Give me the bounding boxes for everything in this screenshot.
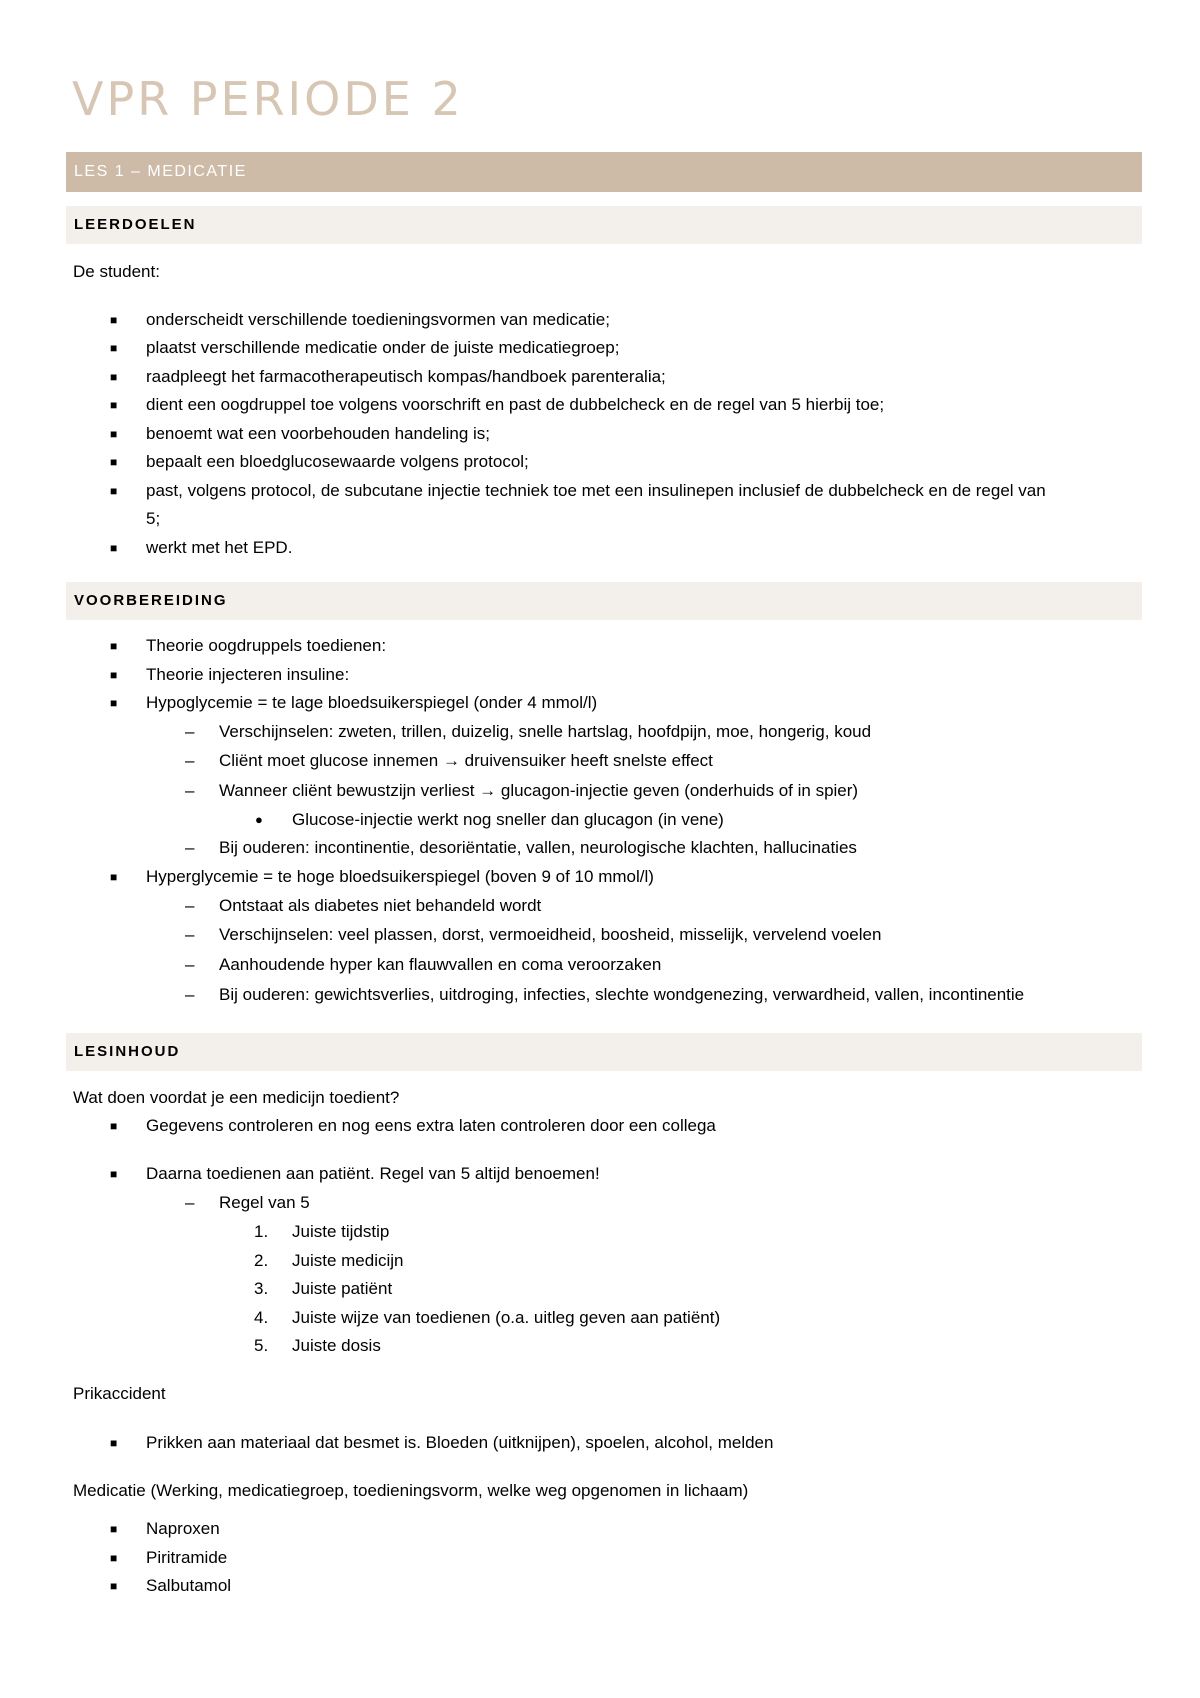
list-item: Juiste tijdstip <box>292 1222 390 1241</box>
bullet-dash-icon: – <box>185 838 195 857</box>
bullet-dash-icon: – <box>185 955 195 974</box>
bullet-square-icon: ■ <box>110 427 118 441</box>
bullet-square-icon: ■ <box>110 639 118 653</box>
bullet-square-icon: ■ <box>110 370 118 384</box>
list-item: Prikken aan materiaal dat besmet is. Bloeden (uitknijpen), spoelen, alcohol, melden <box>146 1433 774 1452</box>
lesson-header: LES 1 – MEDICATIE <box>66 152 1142 192</box>
list-item: Juiste medicijn <box>292 1251 404 1270</box>
list-item: Ontstaat als diabetes niet behandeld wordt <box>219 896 542 915</box>
list-item: Cliënt moet glucose innemen → druivensuiker heeft snelste effect <box>219 751 713 770</box>
list-item: dient een oogdruppel toe volgens voorschrift en past de dubbelcheck en de regel van 5 hierbij toe; <box>146 395 885 414</box>
list-item: Glucose-injectie werkt nog sneller dan glucagon (in vene) <box>292 810 724 829</box>
bullet-dot-icon: ● <box>255 812 263 827</box>
bullet-square-icon: ■ <box>110 696 118 710</box>
bullet-square-icon: ■ <box>110 1522 118 1536</box>
list-number: 5. <box>254 1336 269 1355</box>
bullet-dash-icon: – <box>185 751 195 770</box>
bullet-dash-icon: – <box>185 925 195 944</box>
list-item: Hypoglycemie = te lage bloedsuikerspiegel (onder 4 mmol/l) <box>146 693 598 712</box>
list-item: Juiste patiënt <box>292 1279 393 1298</box>
bullet-square-icon: ■ <box>110 313 118 327</box>
bullet-square-icon: ■ <box>110 1119 118 1133</box>
list-item: Bij ouderen: gewichtsverlies, uitdroging, infecties, slechte wondgenezing, verwardheid, vallen, incontinentie <box>219 985 1025 1004</box>
section-heading-voorbereiding: VOORBEREIDING <box>66 582 1142 620</box>
list-item: benoemt wat een voorbehouden handeling is; <box>146 424 491 443</box>
list-item: Bij ouderen: incontinentie, desoriëntatie, vallen, neurologische klachten, hallucinaties <box>219 838 857 857</box>
list-item: Salbutamol <box>146 1576 232 1595</box>
bullet-square-icon: ■ <box>110 541 118 555</box>
bullet-square-icon: ■ <box>110 668 118 682</box>
list-item: Aanhoudende hyper kan flauwvallen en coma veroorzaken <box>219 955 662 974</box>
list-number: 3. <box>254 1279 269 1298</box>
list-item: Naproxen <box>146 1519 220 1538</box>
list-item: plaatst verschillende medicatie onder de juiste medicatiegroep; <box>146 338 620 357</box>
list-item: werkt met het EPD. <box>146 538 293 557</box>
bullet-square-icon: ■ <box>110 398 118 412</box>
list-item: Juiste dosis <box>292 1336 381 1355</box>
list-item: bepaalt een bloedglucosewaarde volgens protocol; <box>146 452 529 471</box>
list-item: Regel van 5 <box>219 1193 310 1212</box>
list-item: Verschijnselen: veel plassen, dorst, vermoeidheid, boosheid, misselijk, vervelend voelen <box>219 925 882 944</box>
list-item: Daarna toedienen aan patiënt. Regel van 5 altijd benoemen! <box>146 1164 600 1183</box>
bullet-square-icon: ■ <box>110 870 118 884</box>
section-heading-leerdoelen: LEERDOELEN <box>66 206 1142 244</box>
bullet-square-icon: ■ <box>110 455 118 469</box>
bullet-dash-icon: – <box>185 781 195 800</box>
bullet-square-icon: ■ <box>110 1551 118 1565</box>
bullet-dash-icon: – <box>185 985 195 1004</box>
list-item: Verschijnselen: zweten, trillen, duizelig, snelle hartslag, hoofdpijn, moe, hongerig, koud <box>219 722 872 741</box>
bullet-square-icon: ■ <box>110 1167 118 1181</box>
list-number: 1. <box>254 1222 269 1241</box>
list-item: Theorie oogdruppels toedienen: <box>146 636 387 655</box>
bullet-dash-icon: – <box>185 896 195 915</box>
list-item: past, volgens protocol, de subcutane injectie techniek toe met een insulinepen inclusief de dubbelcheck en de regel van <box>146 481 1046 500</box>
page-title: VPR PERIODE 2 <box>72 72 464 126</box>
list-item: Theorie injecteren insuline: <box>146 665 350 684</box>
list-item: Piritramide <box>146 1548 228 1567</box>
list-item: onderscheidt verschillende toedieningsvormen van medicatie; <box>146 310 610 329</box>
subheading-medicatie: Medicatie (Werking, medicatiegroep, toedieningsvorm, welke weg opgenomen in lichaam) <box>73 1481 749 1500</box>
list-item: Hyperglycemie = te hoge bloedsuikerspiegel (boven 9 of 10 mmol/l) <box>146 867 654 886</box>
list-item: raadpleegt het farmacotherapeutisch kompas/handboek parenteralia; <box>146 367 666 386</box>
bullet-square-icon: ■ <box>110 1436 118 1450</box>
leerdoelen-intro: De student: <box>73 262 160 281</box>
bullet-square-icon: ■ <box>110 1579 118 1593</box>
list-number: 2. <box>254 1251 269 1270</box>
bullet-square-icon: ■ <box>110 484 118 498</box>
list-item: Juiste wijze van toedienen (o.a. uitleg geven aan patiënt) <box>292 1308 721 1327</box>
list-item-continuation: 5; <box>146 509 161 528</box>
list-item: Wanneer cliënt bewustzijn verliest → glucagon-injectie geven (onderhuids of in spier) <box>219 781 859 800</box>
question-text: Wat doen voordat je een medicijn toedient? <box>73 1088 400 1107</box>
bullet-square-icon: ■ <box>110 341 118 355</box>
list-item: Gegevens controleren en nog eens extra laten controleren door een collega <box>146 1116 716 1135</box>
bullet-dash-icon: – <box>185 1193 195 1212</box>
list-number: 4. <box>254 1308 269 1327</box>
section-heading-lesinhoud: LESINHOUD <box>66 1033 1142 1071</box>
bullet-dash-icon: – <box>185 722 195 741</box>
subheading-prikaccident: Prikaccident <box>73 1384 166 1403</box>
